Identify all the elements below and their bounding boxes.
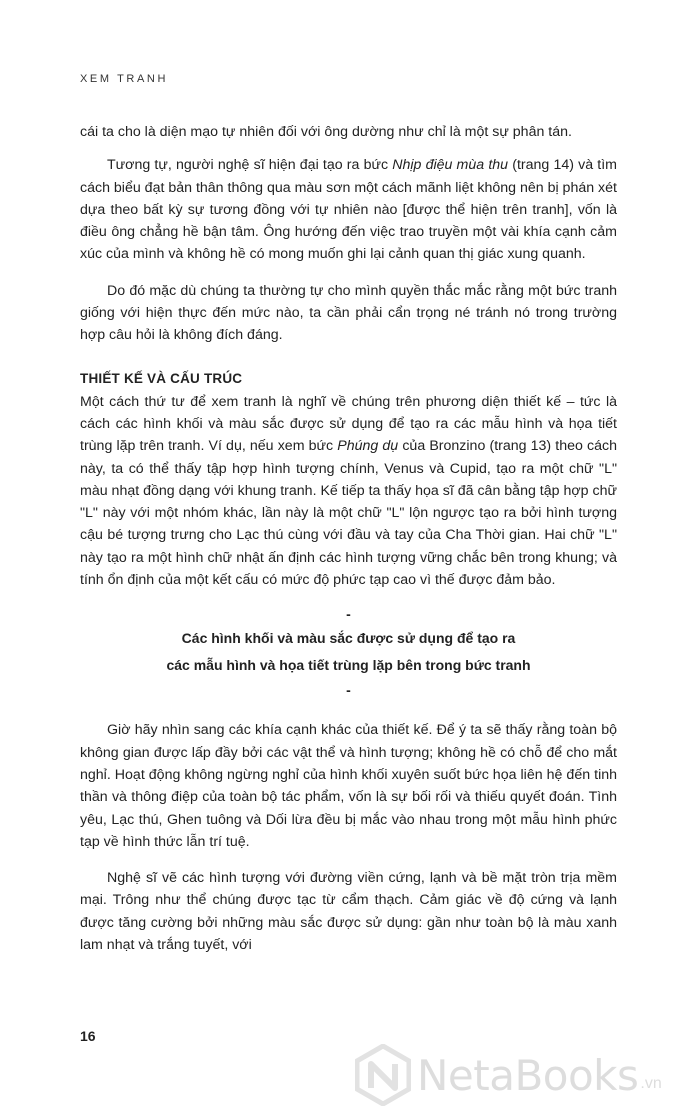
paragraph: Do đó mặc dù chúng ta thường tự cho mình quyền thắc mắc rằng một bức tranh giống với hiện thực đến mức nào, ta cần phải cẩn trọng né tránh nó trong trường hợp câu hỏi là không đích đáng. <box>80 282 617 344</box>
netabooks-logo-icon <box>355 1044 411 1106</box>
italic-title: Phúng dụ <box>337 438 399 455</box>
watermark-text: NetaBooks <box>417 1050 639 1100</box>
section-heading: THIẾT KẾ VÀ CẤU TRÚC <box>80 370 243 386</box>
body-text <box>80 121 617 970</box>
pull-quote-line: Các hình khối và màu sắc được sử dụng để tạo ra <box>181 630 516 647</box>
italic-title: Nhịp điệu mùa thu <box>392 157 509 174</box>
running-head: XEM TRANH <box>80 73 168 85</box>
pull-quote-dash: - <box>346 606 351 623</box>
pull-quote-dash: - <box>346 682 351 699</box>
paragraph: Nghệ sĩ vẽ các hình tượng với đường viền cứng, lạnh và bề mặt tròn trịa mềm mại. Trông như thể chúng được tạc từ cẩm thạch. Cảm giác về độ cứng và lạnh được tăng cường bởi những màu sắc được sử dụng: gần như toàn bộ là màu xanh lam nhạt và trắng tuyết, với <box>80 870 617 954</box>
page-number: 16 <box>80 1028 96 1044</box>
paragraph: Tương tự, người nghệ sĩ hiện đại tạo ra bức Nhịp điệu mùa thu (trang 14) và tìm cách biểu đạt bản thân thông qua màu sơn một cách mãnh liệt không nên bị phán xét dựa theo bất kỳ sự tương đồng với tự nhiên nào [được thể hiện trên tranh], vốn là điều ông chẳng hề bận tâm. Ông hướng đến việc trao truyền một vài khía cạnh cảm xúc của mình và không hề có mong muốn ghi lại cảnh quan thị giác xung quanh. <box>80 157 617 263</box>
watermark-suffix: .vn <box>640 1075 662 1092</box>
pull-quote-line: các mẫu hình và họa tiết trùng lặp bên trong bức tranh <box>166 657 531 674</box>
paragraph: Một cách thứ tư để xem tranh là nghĩ về chúng trên phương diện thiết kế – tức là cách các hình khối và màu sắc được sử dụng để tạo ra các mẫu hình và họa tiết trùng lặp trên tranh. Ví dụ, nếu xem bức Phúng dụ của Bronzino (trang 13) theo cách này, ta có thể thấy tập hợp hình tượng chính, Venus và Cupid, tạo ra một chữ "L" màu nhạt đồng dạng với khung tranh. Kế tiếp ta thấy họa sĩ đã cân bằng tập hợp chữ "L" này với một nhóm khác, lần này là một chữ "L" lộn ngược tạo ra bởi hình tượng cậu bé tượng trưng cho Lạc thú cùng với đầu và tay của Cha Thời gian. Hai chữ "L" này tạo ra một hình chữ nhật ấn định các hình tượng vững chắc bên trong khung; và tính ổn định của một kết cấu có mức độ phức tạp cao vì thế được đảm bảo. <box>80 393 618 589</box>
pull-quote <box>80 605 617 699</box>
watermark <box>355 1040 700 1110</box>
paragraph: Giờ hãy nhìn sang các khía cạnh khác của thiết kế. Để ý ta sẽ thấy rằng toàn bộ không gian được lấp đầy bởi các vật thể và hình tượng; không hề có chỗ để cho mắt nghỉ. Hoạt động không ngừng nghỉ của hình khối xuyên suốt bức họa liên hệ đến tinh thần và thông điệp của toàn bộ tác phẩm, vốn là sự bối rối và thiếu quyết đoán. Tình yêu, Lạc thú, Ghen tuông và Dối lừa đều bị mắc vào nhau trong một mẫu hình phức tạp về hình thức lẫn trí tuệ. <box>80 722 617 850</box>
paragraph: cái ta cho là diện mạo tự nhiên đối với ông dường như chỉ là một sự phân tán. <box>80 124 572 140</box>
